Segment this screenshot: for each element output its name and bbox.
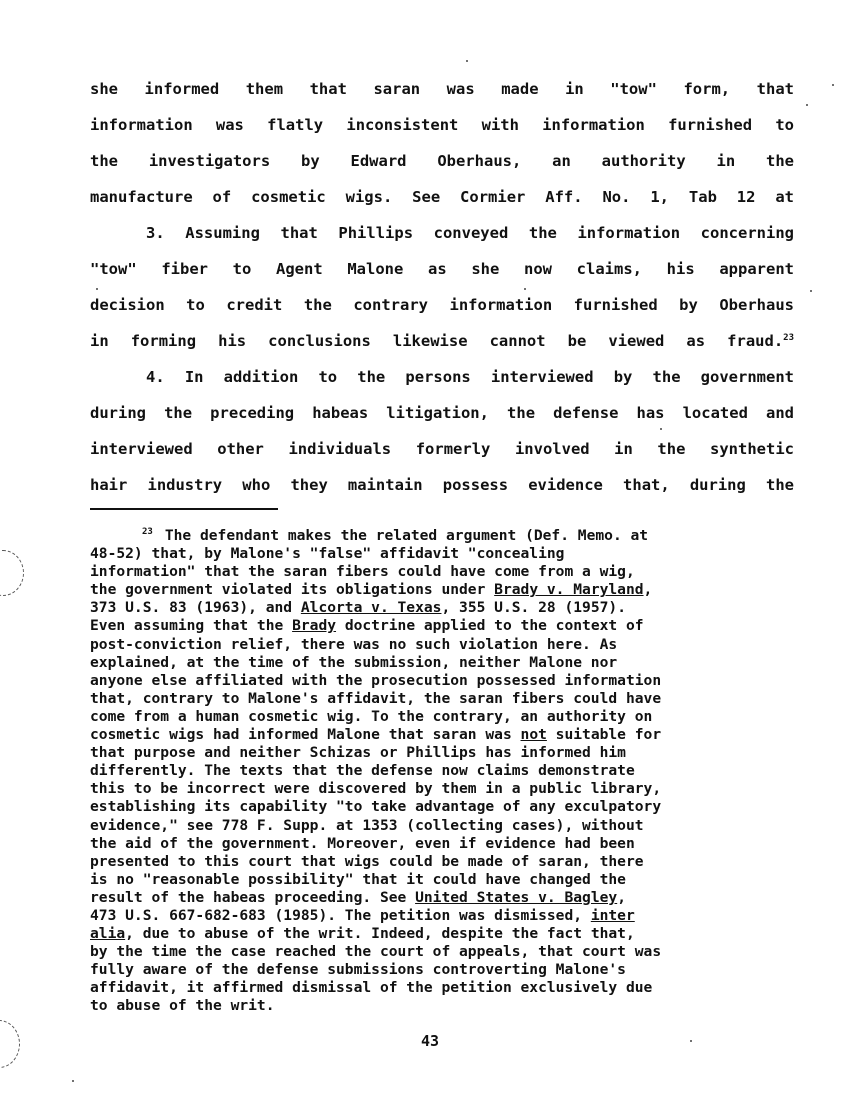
citation-alcorta-v-texas: Alcorta v. Texas bbox=[300, 599, 442, 617]
emphasis-inter: inter bbox=[590, 906, 635, 924]
footnote-line bbox=[90, 599, 798, 617]
punch-hole-mark bbox=[0, 1020, 20, 1068]
footnote-line: this to be incorrect were discovered by them in a public library, bbox=[90, 780, 662, 798]
footnote bbox=[90, 527, 798, 1016]
footnote-text: , bbox=[617, 888, 626, 906]
footnote-line: post-conviction relief, there was no such violation here. As bbox=[90, 635, 618, 653]
footnote-text: , due to abuse of the writ. Indeed, despite the fact that, bbox=[125, 925, 635, 943]
footnote-text: , bbox=[643, 581, 653, 599]
footnote-text: result of the habeas proceeding. See bbox=[90, 888, 416, 906]
body-line-text: in forming his conclusions likewise cannot be viewed as fraud. bbox=[90, 332, 784, 350]
footnote-line bbox=[90, 889, 798, 907]
footnote-line: to abuse of the writ. bbox=[90, 997, 275, 1015]
citation-brady: Brady bbox=[292, 617, 337, 635]
footnote-marker: 23 bbox=[142, 527, 153, 538]
body-line: she informed them that saran was made in "tow" form, that bbox=[90, 80, 794, 98]
scan-speck bbox=[690, 1040, 692, 1042]
footnote-text: 473 U.S. 667-682-683 (1985). The petition was dismissed, bbox=[90, 906, 591, 924]
footnote-line bbox=[90, 527, 798, 545]
footnote-line: presented to this court that wigs could be made of saran, there bbox=[90, 852, 644, 870]
footnote-line: evidence," see 778 F. Supp. at 1353 (collecting cases), without bbox=[90, 816, 644, 834]
footnote-line: fully aware of the defense submissions controverting Malone's bbox=[90, 961, 626, 979]
scan-speck bbox=[72, 1080, 74, 1082]
footnote-line bbox=[90, 581, 798, 599]
body-line: manufacture of cosmetic wigs. See Cormier Aff. No. 1, Tab 12 at bbox=[90, 188, 794, 206]
footnote-line: information" that the saran fibers could have come from a wig, bbox=[90, 563, 635, 581]
body-line bbox=[90, 325, 794, 361]
body-line: "tow" fiber to Agent Malone as she now claims, his apparent bbox=[90, 260, 794, 278]
footnote-line: 48-52) that, by Malone's "false" affidavit "concealing bbox=[90, 545, 565, 563]
footnote-divider bbox=[90, 508, 278, 510]
emphasis-alia: alia bbox=[90, 925, 126, 943]
scan-speck bbox=[660, 428, 662, 430]
body-line: the investigators by Edward Oberhaus, an authority in the bbox=[90, 152, 794, 170]
footnote-text: Even assuming that the bbox=[90, 617, 293, 635]
emphasis-not: not bbox=[520, 726, 547, 744]
body-line: hair industry who they maintain possess evidence that, during the bbox=[90, 476, 794, 494]
footnote-text: The defendant makes the related argument (Def. Memo. at bbox=[164, 527, 649, 544]
body-line: during the preceding habeas litigation, the defense has located and bbox=[90, 404, 794, 422]
page-number: 43 bbox=[420, 1032, 440, 1050]
body-line: interviewed other individuals formerly involved in the synthetic bbox=[90, 440, 794, 458]
footnote-line: that purpose and neither Schizas or Phillips has informed him bbox=[90, 744, 626, 762]
footnote-reference[interactable]: 23 bbox=[783, 332, 794, 343]
footnote-text: suitable for bbox=[546, 726, 662, 744]
scan-speck bbox=[810, 290, 812, 292]
scan-speck bbox=[806, 104, 808, 106]
footnote-line: by the time the case reached the court of appeals, that court was bbox=[90, 943, 662, 961]
body-line: information was flatly inconsistent with information furnished to bbox=[90, 116, 794, 134]
footnote-line: that, contrary to Malone's affidavit, the saran fibers could have bbox=[90, 689, 662, 707]
footnote-line: affidavit, it affirmed dismissal of the petition exclusively due bbox=[90, 979, 653, 997]
body-text bbox=[90, 73, 794, 505]
footnote-line: explained, at the time of the submission, neither Malone nor bbox=[90, 653, 618, 671]
footnote-line bbox=[90, 925, 798, 943]
footnote-line: establishing its capability "to take advantage of any exculpatory bbox=[90, 798, 662, 816]
footnote-text: cosmetic wigs had informed Malone that saran was bbox=[90, 726, 521, 744]
footnote-line: the aid of the government. Moreover, even if evidence had been bbox=[90, 834, 635, 852]
body-line: decision to credit the contrary information furnished by Oberhaus bbox=[90, 296, 794, 314]
footnote-line: come from a human cosmetic wig. To the contrary, an authority on bbox=[90, 707, 653, 725]
footnote-line bbox=[90, 907, 798, 925]
footnote-text: doctrine applied to the context of bbox=[336, 617, 644, 635]
footnote-text: 373 U.S. 83 (1963), and bbox=[90, 599, 301, 617]
footnote-line bbox=[90, 726, 798, 744]
footnote-text: , 355 U.S. 28 (1957). bbox=[441, 599, 626, 617]
citation-united-states-v-bagley: United States v. Bagley bbox=[415, 888, 618, 906]
scan-speck bbox=[524, 288, 526, 290]
footnote-text: the government violated its obligations under bbox=[90, 581, 495, 599]
citation-brady-v-maryland: Brady v. Maryland bbox=[494, 581, 644, 599]
scan-speck bbox=[832, 84, 834, 86]
footnote-line: is no "reasonable possibility" that it could have changed the bbox=[90, 870, 626, 888]
punch-hole-mark bbox=[0, 550, 24, 596]
body-line: 3. Assuming that Phillips conveyed the information concerning bbox=[146, 224, 794, 242]
scan-speck bbox=[466, 60, 468, 62]
footnote-line bbox=[90, 617, 798, 635]
footnote-line: anyone else affiliated with the prosecution possessed information bbox=[90, 671, 662, 689]
body-line: 4. In addition to the persons interviewed by the government bbox=[146, 368, 794, 386]
scan-speck bbox=[96, 288, 98, 290]
footnote-line: differently. The texts that the defense now claims demonstrate bbox=[90, 762, 635, 780]
